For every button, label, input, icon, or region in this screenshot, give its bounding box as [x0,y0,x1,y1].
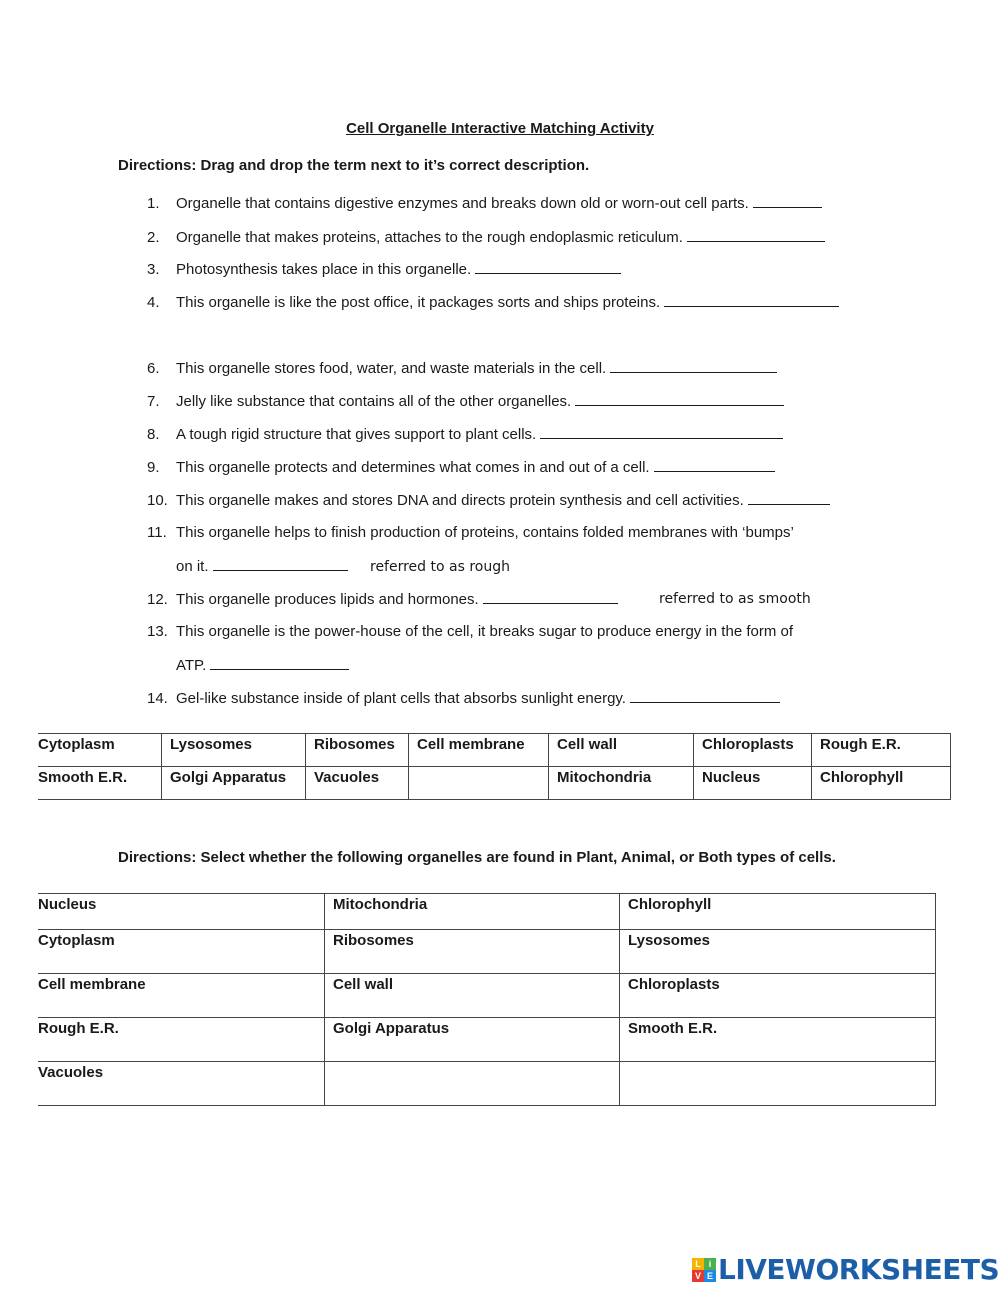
cell-type-vacuoles[interactable]: Vacuoles [38,1062,325,1106]
cell-type-empty [325,1062,620,1106]
cell-type-empty [620,1062,936,1106]
cell-type-ribosomes[interactable]: Ribosomes [325,930,620,974]
answer-blank-9[interactable] [654,457,775,472]
cell-type-smooth-er[interactable]: Smooth E.R. [620,1018,936,1062]
liveworksheets-logo [692,1253,999,1286]
cell-type-chloroplasts[interactable]: Chloroplasts [620,974,936,1018]
term-cell-membrane[interactable]: Cell membrane [409,734,549,767]
answer-blank-12[interactable] [483,589,618,604]
note-rough: referred to as rough [370,559,510,575]
answer-blank-1[interactable] [753,193,822,208]
cell-type-cell-wall[interactable]: Cell wall [325,974,620,1018]
cell-type-chlorophyll[interactable]: Chlorophyll [620,894,936,930]
note-smooth: referred to as smooth [659,591,811,607]
question-13-continued: ATP. [147,655,349,676]
answer-blank-2[interactable] [687,227,825,242]
question-13: 13. This organelle is the power-house of the cell, it breaks sugar to produce energy in the form of [147,623,793,640]
cell-type-cell-membrane[interactable]: Cell membrane [38,974,325,1018]
term-smooth-er[interactable]: Smooth E.R. [38,767,162,800]
question-8: 8. A tough rigid structure that gives support to plant cells. [147,424,783,445]
answer-blank-4[interactable] [664,292,839,307]
question-9: 9. This organelle protects and determines what comes in and out of a cell. [147,457,775,478]
question-10: 10. This organelle makes and stores DNA and directs protein synthesis and cell activities. [147,490,830,511]
question-11-continued: on it. [147,556,348,577]
question-6: 6. This organelle stores food, water, and waste materials in the cell. [147,358,777,379]
question-11: 11. This organelle helps to finish production of proteins, contains folded membranes with ‘bumps’ [147,524,794,541]
question-1: 1. Organelle that contains digestive enzymes and breaks down old or worn-out cell parts. [147,193,822,214]
term-lysosomes[interactable]: Lysosomes [162,734,306,767]
answer-blank-6[interactable] [610,358,777,373]
term-chlorophyll[interactable]: Chlorophyll [812,767,951,800]
cell-type-rough-er[interactable]: Rough E.R. [38,1018,325,1062]
term-vacuoles[interactable]: Vacuoles [306,767,409,800]
term-nucleus[interactable]: Nucleus [694,767,812,800]
term-chloroplasts[interactable]: Chloroplasts [694,734,812,767]
term-ribosomes[interactable]: Ribosomes [306,734,409,767]
term-cell-wall[interactable]: Cell wall [549,734,694,767]
cell-type-cytoplasm[interactable]: Cytoplasm [38,930,325,974]
answer-blank-7[interactable] [575,391,784,406]
directions-matching: Directions: Drag and drop the term next to it’s correct description. [118,157,590,174]
page-title: Cell Organelle Interactive Matching Activity [346,120,654,137]
directions-cell-type: Directions: Select whether the following organelles are found in Plant, Animal, or Both types of cells. [118,849,836,866]
term-mitochondria[interactable]: Mitochondria [549,767,694,800]
cell-type-nucleus[interactable]: Nucleus [38,894,325,930]
question-4: 4. This organelle is like the post office, it packages sorts and ships proteins. [147,292,839,313]
cell-type-lysosomes[interactable]: Lysosomes [620,930,936,974]
answer-blank-10[interactable] [748,490,830,505]
cell-type-mitochondria[interactable]: Mitochondria [325,894,620,930]
liveworksheets-mark-icon: L i V E [692,1258,716,1282]
answer-blank-13[interactable] [210,655,349,670]
question-14: 14. Gel-like substance inside of plant cells that absorbs sunlight energy. [147,688,780,709]
term-golgi-apparatus[interactable]: Golgi Apparatus [162,767,306,800]
term-rough-er[interactable]: Rough E.R. [812,734,951,767]
answer-blank-3[interactable] [475,259,621,274]
term-empty [409,767,549,800]
cell-type-table [38,893,936,1106]
term-cytoplasm[interactable]: Cytoplasm [38,734,162,767]
answer-blank-11[interactable] [213,556,348,571]
cell-type-golgi-apparatus[interactable]: Golgi Apparatus [325,1018,620,1062]
question-7: 7. Jelly like substance that contains all of the other organelles. [147,391,784,412]
answer-blank-8[interactable] [540,424,783,439]
logo-text: LIVEWORKSHEETS [718,1253,1000,1286]
question-3: 3. Photosynthesis takes place in this organelle. [147,259,621,280]
term-bank-table [38,733,951,800]
question-2: 2. Organelle that makes proteins, attaches to the rough endoplasmic reticulum. [147,227,825,248]
question-12: 12. This organelle produces lipids and hormones. [147,589,618,610]
answer-blank-14[interactable] [630,688,780,703]
